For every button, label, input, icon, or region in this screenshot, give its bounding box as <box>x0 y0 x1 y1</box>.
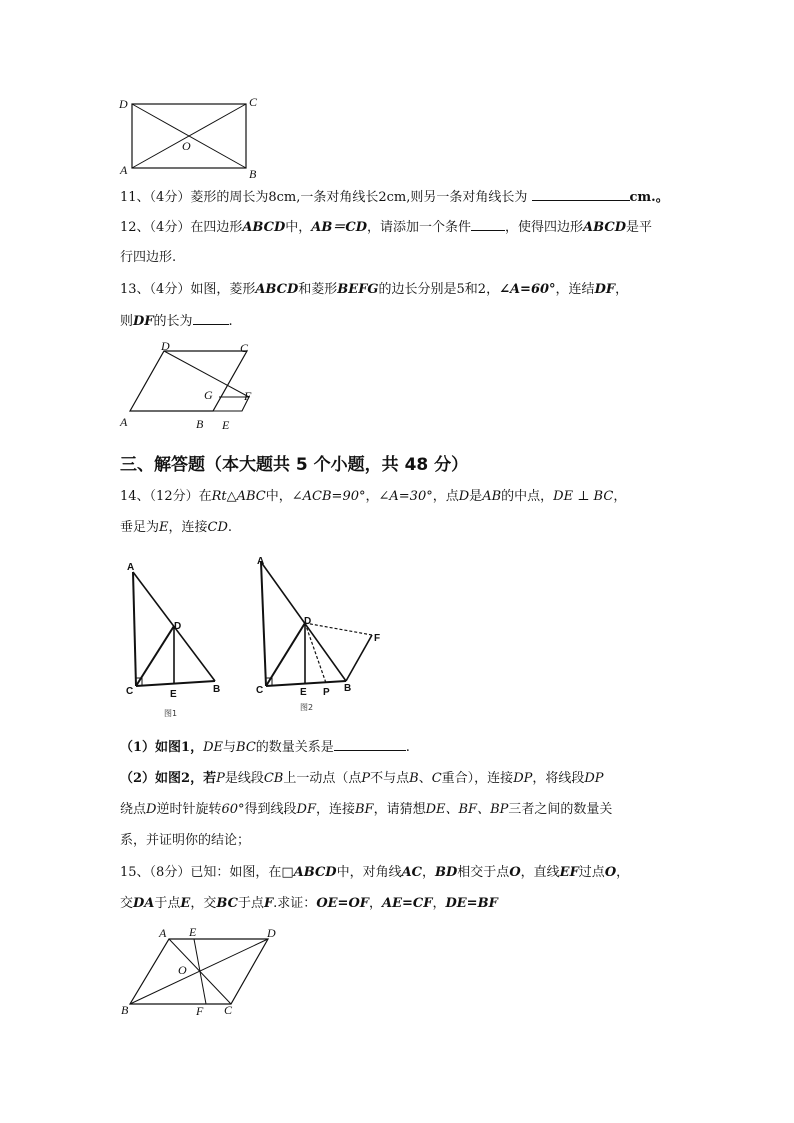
math-e: E <box>180 896 191 911</box>
label-E: E <box>170 689 177 700</box>
figure-2 <box>250 550 400 715</box>
text: 和菱形 <box>298 282 338 297</box>
question-14-line-2 <box>120 519 232 537</box>
math-b: B <box>409 771 419 786</box>
text: （2）如图2，若 <box>120 771 217 786</box>
text: ， <box>432 896 446 911</box>
label-D: D <box>304 616 312 627</box>
math-angle-a: ∠A=30° <box>378 489 433 504</box>
math-de-bf-bp: DE、BF、BP <box>425 802 509 817</box>
math-ef: EF <box>559 865 579 880</box>
text: 中，对角线 <box>336 865 402 880</box>
math-o: O <box>509 865 521 880</box>
text: 过点 <box>578 865 605 880</box>
label-A: A <box>127 562 135 573</box>
question-13-line-1 <box>120 281 628 299</box>
math-parallelogram: □ABCD <box>281 865 337 880</box>
question-number: 15、（8分） <box>120 865 191 880</box>
text: 的中点， <box>501 489 554 504</box>
text: 在 <box>198 489 212 504</box>
question-14-part-2-line-2 <box>120 801 612 819</box>
math-p: P <box>216 771 225 786</box>
text: . <box>405 740 410 755</box>
section-heading: 三、解答题（本大题共 5 个小题，共 48 分） <box>120 455 469 475</box>
text: ，交 <box>190 896 217 911</box>
math-60deg: 60° <box>221 802 245 817</box>
label-E: E <box>222 418 230 432</box>
math-cb: CB <box>263 771 284 786</box>
math-d: D <box>146 802 157 817</box>
math-df: DF <box>133 314 154 329</box>
text: 得到线段 <box>244 802 297 817</box>
answer-blank[interactable] <box>193 312 229 325</box>
math-ab: AB <box>482 489 502 504</box>
label-O: O <box>182 139 191 153</box>
answer-blank[interactable] <box>334 738 406 751</box>
text: 三者之间的数量关 <box>508 802 613 817</box>
text: ， <box>616 865 630 880</box>
text: 则 <box>120 314 134 329</box>
parallelogram-figure <box>112 922 292 1022</box>
math-p: P <box>361 771 371 786</box>
math-ae-cf: AE=CF <box>382 896 433 911</box>
text: 的数量关系是 <box>255 740 334 755</box>
text: ，直线 <box>520 865 560 880</box>
text: 绕点 <box>120 802 147 817</box>
question-number: 13、（4分） <box>120 282 191 297</box>
label-A: A <box>120 415 128 429</box>
math-de-perp-bc: DE ⊥ BC <box>553 489 614 504</box>
text: （1）如图1， <box>120 740 204 755</box>
label-A: A <box>120 163 128 177</box>
math-dp: DP <box>513 771 533 786</box>
text: 如图，菱形 <box>190 282 256 297</box>
label-B: B <box>121 1003 129 1017</box>
math-o: O <box>604 865 617 880</box>
math-abcd: ABCD <box>583 220 626 235</box>
question-number: 11、（4分） <box>120 190 191 205</box>
text: ， <box>613 489 627 504</box>
text: 交 <box>120 896 134 911</box>
label-D: D <box>174 621 182 632</box>
question-14-part-2-line-3 <box>120 832 250 850</box>
text: 于点 <box>237 896 264 911</box>
text: 于点 <box>154 896 181 911</box>
label-D: D <box>161 339 170 353</box>
text: 是线段 <box>224 771 264 786</box>
text: .求证： <box>273 896 317 911</box>
math-abcd: ABCD <box>255 282 299 297</box>
question-12-line-2 <box>120 249 176 267</box>
text: 、 <box>418 771 432 786</box>
label-E: E <box>300 687 307 698</box>
math-d: D <box>458 489 470 504</box>
question-15-line-2 <box>120 895 498 913</box>
text: 中， <box>265 489 292 504</box>
math-abcd: ABCD <box>242 220 286 235</box>
math-bf: BF <box>355 802 374 817</box>
label-D: D <box>119 97 128 111</box>
text: 系，并证明你的结论； <box>120 833 251 848</box>
text: 中， <box>285 220 312 235</box>
text: ， <box>422 865 436 880</box>
question-number: 12、（4分） <box>120 220 191 235</box>
label-F: F <box>196 1004 204 1018</box>
label-F: F <box>374 633 381 644</box>
question-13-line-2 <box>120 312 233 331</box>
math-de: DE <box>203 740 224 755</box>
text: 重合），连接 <box>441 771 514 786</box>
label-B: B <box>213 684 221 695</box>
label-C: C <box>249 95 258 109</box>
math-angle: ∠A=60° <box>499 282 556 297</box>
figure-caption: 图2 <box>300 703 314 712</box>
text: ，连结 <box>555 282 595 297</box>
question-14-part-1 <box>120 738 410 757</box>
label-O: O <box>178 963 187 977</box>
text: 与 <box>223 740 237 755</box>
question-text: 菱形的周长为8cm,一条对角线长2cm,则另一条对角线长为 <box>190 190 528 205</box>
text: ，请添加一个条件 <box>367 220 472 235</box>
text: 上一动点（点 <box>283 771 362 786</box>
label-E: E <box>189 925 197 939</box>
text: 已知：如图，在 <box>190 865 282 880</box>
answer-blank[interactable] <box>471 218 505 231</box>
math-df: DF <box>296 802 316 817</box>
label-D: D <box>267 926 276 940</box>
math-df: DF <box>594 282 616 297</box>
math-oe-of: OE=OF <box>316 896 369 911</box>
answer-blank[interactable] <box>532 188 630 201</box>
math-condition: AB＝CD <box>311 220 367 235</box>
label-F: F <box>244 389 252 403</box>
math-ac: AC <box>401 865 423 880</box>
text: 逆时针旋转 <box>156 802 222 817</box>
label-A: A <box>257 556 265 567</box>
math-cd: CD <box>207 520 228 535</box>
question-14-part-2-line-1 <box>120 770 604 788</box>
question-tail: cm.。 <box>629 190 669 205</box>
text: ，点 <box>432 489 459 504</box>
math-de-bf: DE=BF <box>445 896 498 911</box>
rectangle-figure <box>112 92 272 182</box>
label-C: C <box>224 1003 233 1017</box>
question-14-line-1 <box>120 488 626 506</box>
text: 是平 <box>625 220 652 235</box>
text: 在四边形 <box>190 220 243 235</box>
math-da: DA <box>133 896 155 911</box>
text: 的长为 <box>153 314 193 329</box>
label-C: C <box>240 341 249 355</box>
math-befg: BEFG <box>337 282 379 297</box>
text: ， <box>369 896 383 911</box>
math-angle-acb: ∠ACB=90° <box>291 489 366 504</box>
text: . <box>228 314 233 329</box>
text: 不与点 <box>370 771 410 786</box>
label-G: G <box>204 388 213 402</box>
label-A: A <box>159 926 167 940</box>
label-P: P <box>323 687 330 698</box>
text: 行四边形. <box>120 250 177 265</box>
text: 的边长分别是5和2， <box>378 282 500 297</box>
label-B: B <box>249 167 257 181</box>
text: 是 <box>469 489 483 504</box>
figure-1 <box>118 556 238 721</box>
math-f: F <box>263 896 274 911</box>
math-e: E <box>159 520 169 535</box>
label-B: B <box>196 417 204 431</box>
math-bc: BC <box>216 896 238 911</box>
math-c: C <box>431 771 442 786</box>
text: ，请猜想 <box>373 802 426 817</box>
label-C: C <box>126 686 134 697</box>
question-number: 14、（12分） <box>120 489 199 504</box>
math-bd: BD <box>435 865 458 880</box>
question-12-line-1 <box>120 218 652 237</box>
math-dp: DP <box>584 771 604 786</box>
label-B: B <box>344 683 352 694</box>
text: ，使得四边形 <box>505 220 584 235</box>
text: ，将线段 <box>532 771 585 786</box>
text: ， <box>615 282 629 297</box>
text: ， <box>365 489 379 504</box>
figure-caption: 图1 <box>164 709 178 718</box>
question-11 <box>120 188 669 207</box>
text: 垂足为 <box>120 520 160 535</box>
math-rt-abc: Rt△ABC <box>211 489 266 504</box>
text: ，连接 <box>315 802 355 817</box>
text: ，连接 <box>168 520 208 535</box>
math-bc: BC <box>236 740 256 755</box>
label-C: C <box>256 685 264 696</box>
text: . <box>227 520 233 535</box>
rhombus-figure <box>112 336 272 436</box>
text: 相交于点 <box>457 865 510 880</box>
question-15-line-1 <box>120 864 629 882</box>
